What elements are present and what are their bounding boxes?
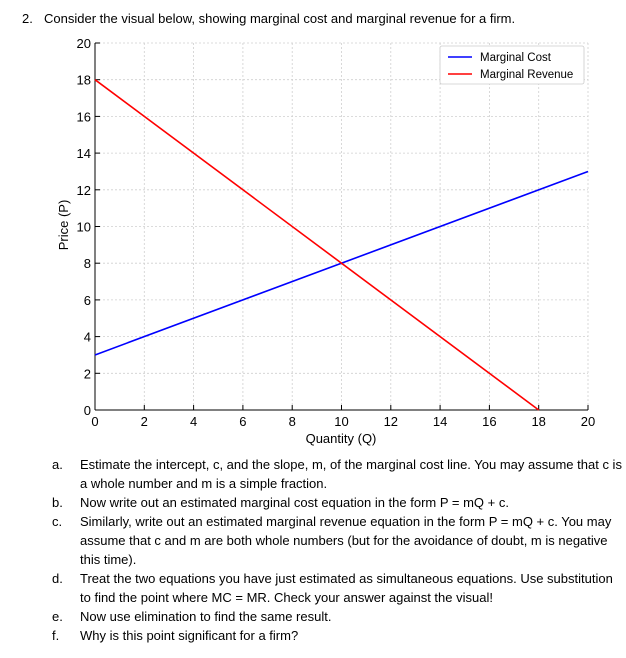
y-tick-label: 10 xyxy=(76,219,91,235)
part-letter: f. xyxy=(52,628,60,643)
question-number: 2. xyxy=(22,11,33,26)
x-tick-label: 12 xyxy=(383,414,399,429)
question-part xyxy=(52,569,622,607)
question-part xyxy=(52,455,622,493)
question-part xyxy=(52,626,622,645)
part-text: Treat the two equations you have just estimated as simultaneous equations. Use substitution to find the point where MC = MR. Check your answer against the visual! xyxy=(80,571,613,605)
x-tick-label: 8 xyxy=(288,414,296,429)
y-tick-label: 0 xyxy=(83,403,91,418)
y-tick-label: 18 xyxy=(76,72,91,88)
y-tick-label: 12 xyxy=(76,182,91,198)
x-tick-label: 18 xyxy=(531,414,546,429)
part-letter: a. xyxy=(52,457,63,472)
x-tick-label: 16 xyxy=(482,414,497,429)
question-part xyxy=(52,493,622,512)
part-text: Why is this point significant for a firm? xyxy=(80,628,299,643)
chart-grid xyxy=(95,43,588,410)
part-text: Now write out an estimated marginal cost equation in the form P = mQ + c. xyxy=(80,495,509,510)
y-tick-label: 14 xyxy=(76,146,91,162)
x-tick-label: 4 xyxy=(189,414,198,429)
y-tick-label: 16 xyxy=(76,109,91,125)
chart-ticks xyxy=(77,36,596,429)
part-text: Now use elimination to find the same result. xyxy=(80,609,332,624)
question-part xyxy=(52,607,622,626)
x-tick-label: 10 xyxy=(334,414,349,429)
part-letter: d. xyxy=(52,571,63,586)
part-letter: e. xyxy=(52,609,63,624)
part-text: Similarly, write out an estimated marginal revenue equation in the form P = mQ + c. You may assume that c and m are both whole numbers (but for the avoidance of doubt, m is negative this time). xyxy=(80,514,612,567)
chart-legend xyxy=(440,46,584,84)
question-part xyxy=(52,512,622,569)
x-axis-label: Quantity (Q) xyxy=(305,431,377,446)
question-text: Consider the visual below, showing marginal cost and marginal revenue for a firm. xyxy=(44,11,516,26)
part-letter: b. xyxy=(52,495,63,510)
legend-label: Marginal Cost xyxy=(480,52,551,64)
y-tick-label: 2 xyxy=(83,366,91,382)
x-tick-label: 2 xyxy=(140,414,148,429)
y-tick-label: 20 xyxy=(76,36,91,51)
x-tick-label: 0 xyxy=(91,414,99,429)
x-tick-label: 14 xyxy=(432,414,448,429)
part-text: Estimate the intercept, c, and the slope, m, of the marginal cost line. You may assume that c is a whole number and m is a simple fraction. xyxy=(80,457,622,491)
legend-label: Marginal Revenue xyxy=(480,69,574,81)
part-letter: c. xyxy=(52,514,63,529)
y-tick-label: 4 xyxy=(83,329,91,345)
y-tick-label: 6 xyxy=(83,292,91,308)
y-axis-label: Price (P) xyxy=(56,199,71,251)
x-tick-label: 6 xyxy=(239,414,247,429)
question-parts xyxy=(52,455,622,645)
marginal-revenue-line xyxy=(95,80,539,410)
x-tick-label: 20 xyxy=(580,414,596,429)
y-tick-label: 8 xyxy=(83,256,91,272)
